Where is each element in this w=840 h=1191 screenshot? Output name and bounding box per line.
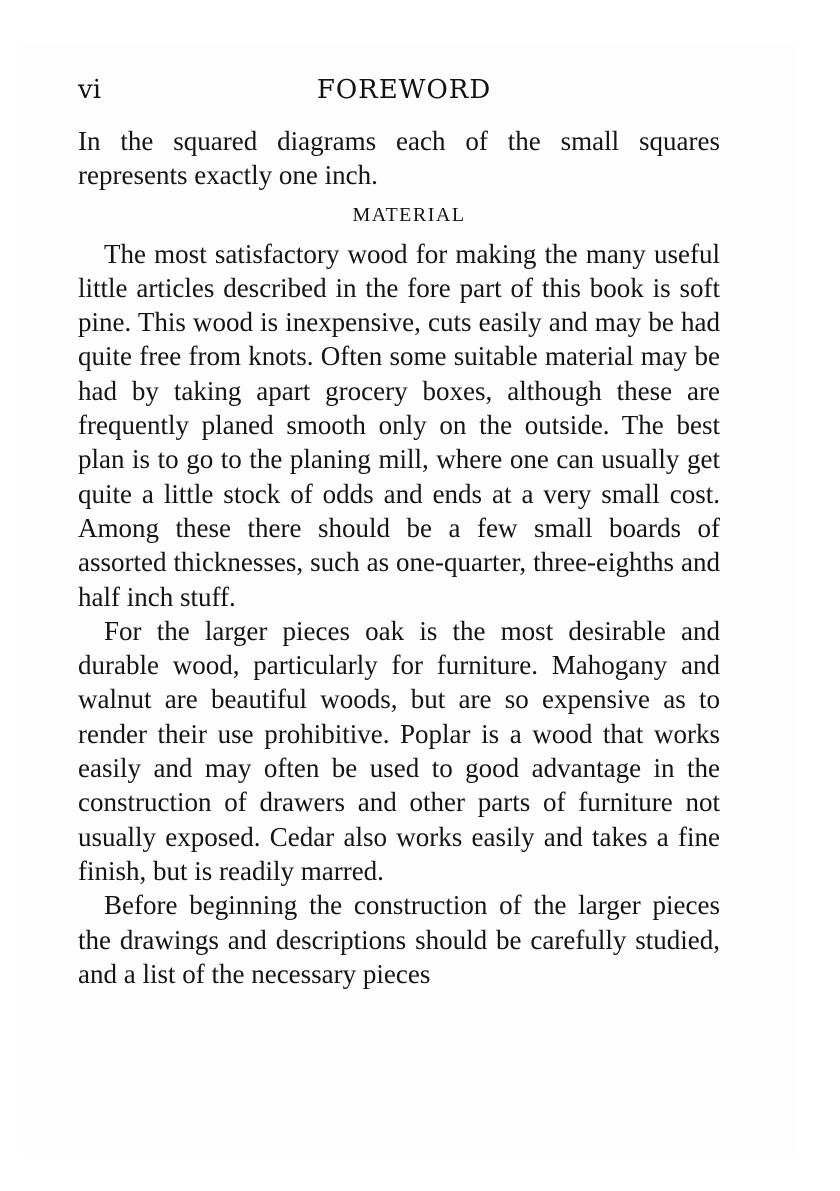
running-title: FOREWORD [316,75,492,105]
paragraph-construction: Before beginning the construction of the larger pieces the drawings and descriptions should be carefully studied, and a list of the necessary pieces [78,890,720,989]
section-heading: MATERIAL [352,203,466,226]
paragraph-pine: The most satisfactory wood for making the many useful little articles described in the fore part of this book is soft pine. This wood is inexpensive, cuts easily and may be had quite free from knots. Often some suitable material may be had by taking apart grocery boxes, although these are frequently planed smooth only on the outside. The best plan is to go to the planing mill, where one can usually get quite a little stock of odds and ends at a very small cost. Among these there should be a few small boards of assorted thicknesses, such as one-quarter, three-eighths and half inch stuff. [78,238,720,612]
paragraph-oak: For the larger pieces oak is the most desirable and durable wood, particularly for furniture. Mahogany and walnut are beautiful woods, but are so expensive as to render their use prohibitive. Poplar is a wood that works easily and may often be used to good advantage in the construction of drawers and other parts of furniture not usually exposed. Cedar also works easily and takes a fine finish, but is readily marred. [78,615,720,886]
page-header [78,72,720,108]
page-number: vi [78,75,102,105]
body-text [78,124,720,991]
intro-paragraph: In the squared diagrams each of the small squares represents exactly one inch. [78,126,720,191]
